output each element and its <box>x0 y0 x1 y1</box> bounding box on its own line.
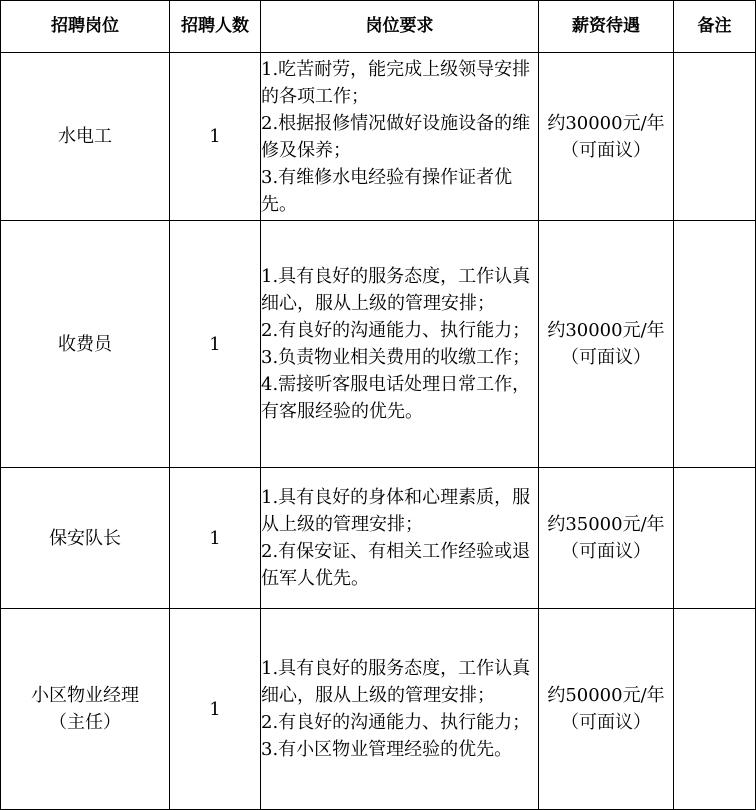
salary-amount: 约30000元/年 <box>547 320 665 341</box>
position-name: 小区物业经理 <box>31 685 139 706</box>
requirement-item: 2.有良好的沟通能力、执行能力； <box>261 712 531 733</box>
requirements-cell <box>261 53 539 221</box>
remark-cell <box>674 53 756 221</box>
header-position: 招聘岗位 <box>1 1 170 53</box>
table-row <box>1 221 756 468</box>
count-cell: 1 <box>170 53 261 221</box>
count-cell: 1 <box>170 468 261 609</box>
remark-cell <box>674 221 756 468</box>
requirement-item: 1.具有良好的身体和心理素质，服从上级的管理安排； <box>261 487 531 535</box>
position-cell <box>1 53 170 221</box>
remark-cell <box>674 609 756 810</box>
requirement-item: 2.根据报修情况做好设施设备的维修及保养； <box>261 112 531 161</box>
header-row <box>1 1 756 53</box>
requirement-item: 2.有良好的沟通能力、执行能力； <box>261 320 531 341</box>
requirement-item: 3.有小区物业管理经验的优先。 <box>261 739 513 760</box>
position-name: 水电工 <box>58 126 112 147</box>
position-cell <box>1 221 170 468</box>
salary-cell <box>539 221 674 468</box>
position-subtitle: （主任） <box>49 712 121 733</box>
salary-cell <box>539 609 674 810</box>
requirements-cell <box>261 468 539 609</box>
table-row <box>1 609 756 810</box>
table-header <box>1 1 756 53</box>
remark-cell <box>674 468 756 609</box>
count-cell: 1 <box>170 221 261 468</box>
position-cell <box>1 468 170 609</box>
salary-amount: 约30000元/年 <box>547 112 665 134</box>
requirements-cell <box>261 221 539 468</box>
header-salary: 薪资待遇 <box>539 1 674 53</box>
header-count: 招聘人数 <box>170 1 261 53</box>
salary-note: （可面议） <box>561 139 651 161</box>
salary-amount: 约50000元/年 <box>547 685 665 706</box>
table-row <box>1 468 756 609</box>
header-requirements: 岗位要求 <box>261 1 539 53</box>
requirement-item: 1.具有良好的服务态度，工作认真细心，服从上级的管理安排； <box>261 266 531 314</box>
requirement-item: 3.负责物业相关费用的收缴工作； <box>261 347 531 368</box>
requirement-item: 4.需接听客服电话处理日常工作，有客服经验的优先。 <box>261 374 531 422</box>
salary-cell <box>539 53 674 221</box>
requirement-item: 3.有维修水电经验有操作证者优先。 <box>261 166 513 215</box>
requirement-item: 1.吃苦耐劳，能完成上级领导安排的各项工作； <box>261 58 531 107</box>
salary-note: （可面议） <box>561 712 651 733</box>
table-body <box>1 53 756 810</box>
position-name: 收费员 <box>58 333 112 355</box>
table-row <box>1 53 756 221</box>
salary-cell <box>539 468 674 609</box>
salary-amount: 约35000元/年 <box>547 514 665 535</box>
salary-note: （可面议） <box>561 541 651 562</box>
salary-note: （可面议） <box>561 347 651 368</box>
position-cell <box>1 609 170 810</box>
count-cell: 1 <box>170 609 261 810</box>
requirement-item: 2.有保安证、有相关工作经验或退伍军人优先。 <box>261 541 531 589</box>
position-name: 保安队长 <box>49 527 121 549</box>
requirement-item: 1.具有良好的服务态度，工作认真细心，服从上级的管理安排； <box>261 658 531 706</box>
requirements-cell <box>261 609 539 810</box>
header-remark: 备注 <box>674 1 756 53</box>
